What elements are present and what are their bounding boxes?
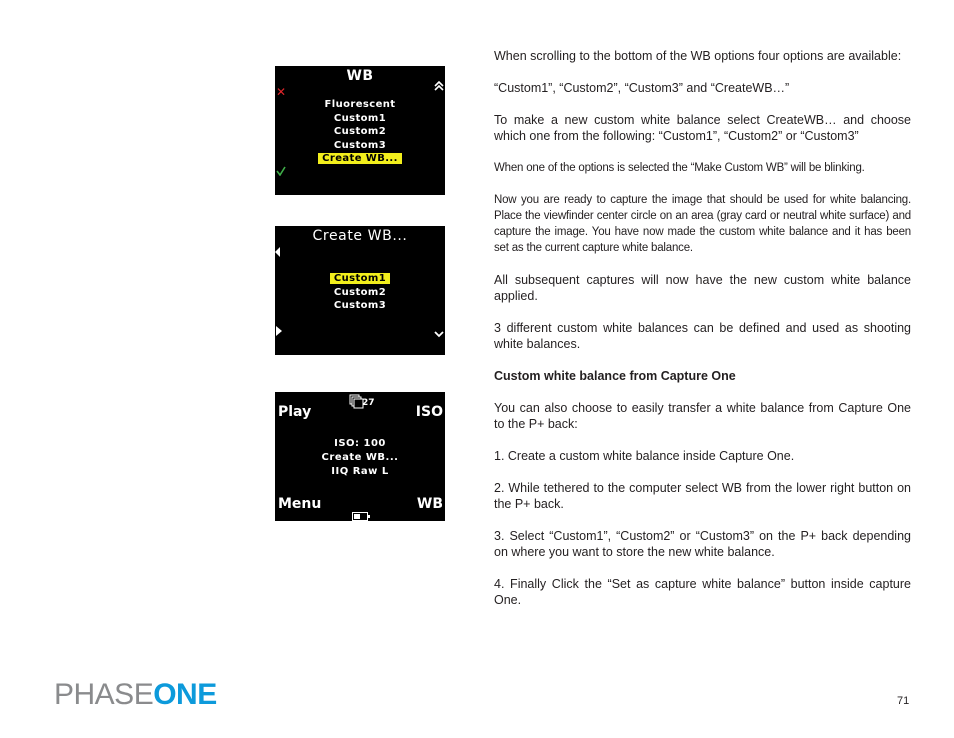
paragraph: “Custom1”, “Custom2”, “Custom3” and “CreateWB…” (494, 81, 790, 95)
wb-option-custom1[interactable]: Custom1 (333, 112, 387, 124)
file-format-value: IIQ Raw L (331, 466, 389, 477)
create-wb-title: Create WB... (312, 228, 408, 244)
wb-button[interactable]: WB (416, 496, 443, 512)
battery-icon (352, 511, 370, 523)
paragraph: You can also choose to easily transfer a white balance from Capture One to the P+ back: (494, 401, 911, 431)
custom3-option[interactable]: Custom3 (333, 300, 387, 311)
paragraph: To make a new custom white balance select CreateWB… and choose which one from the following: “Custom1”, “Custom2” or “Custom3” (494, 113, 911, 143)
logo-phase: PHASE (54, 678, 154, 711)
wb-option-create-selected[interactable] (275, 152, 445, 166)
wb-option-fluorescent[interactable]: Fluorescent (324, 99, 396, 110)
custom1-label: Custom1 (330, 273, 390, 284)
wb-option-custom3[interactable]: Custom3 (333, 139, 387, 151)
wb-menu-title: WB (346, 68, 374, 84)
main-status-screen (275, 392, 445, 521)
shots-remaining-count: 27 (362, 398, 375, 408)
chevron-left-icon (275, 247, 281, 259)
create-wb-options (275, 272, 445, 313)
paragraph: When one of the options is selected the “Make Custom WB” will be blinking. (494, 162, 865, 174)
wb-value: Create WB... (321, 452, 399, 463)
custom2-option[interactable]: Custom2 (333, 286, 387, 298)
iso-value: ISO: 100 (334, 438, 386, 449)
logo-one: ONE (153, 678, 217, 711)
chevron-right-icon (276, 326, 282, 338)
section-heading: Custom white balance from Capture One (494, 369, 736, 383)
wb-option-custom2[interactable]: Custom2 (333, 126, 387, 137)
phase-one-logo (54, 678, 217, 712)
paragraph: 3. Select “Custom1”, “Custom2” or “Custom3” on the P+ back depending on where you want to store the new white balance. (494, 529, 911, 559)
checkmark-icon (276, 166, 286, 178)
wb-options-list (275, 98, 445, 166)
paragraph: When scrolling to the bottom of the WB options four options are available: (494, 49, 902, 63)
wb-menu-screen (275, 66, 445, 195)
paragraph: All subsequent captures will now have the new custom white balance applied. (494, 273, 911, 303)
paragraph: 3 different custom white balances can be defined and used as shooting white balances. (494, 321, 911, 351)
page-number: 71 (897, 695, 910, 707)
custom1-option-selected[interactable] (275, 272, 445, 286)
body-text (494, 48, 911, 624)
wb-option-create-label: Create WB... (318, 153, 402, 164)
double-chevron-up-icon (434, 80, 444, 94)
menu-button[interactable]: Menu (278, 496, 322, 512)
status-info (275, 437, 445, 479)
play-button[interactable]: Play (278, 404, 312, 420)
paragraph: 1. Create a custom white balance inside Capture One. (494, 449, 795, 463)
create-wb-screen (275, 226, 445, 355)
iso-button[interactable]: ISO (415, 404, 443, 420)
paragraph: 4. Finally Click the “Set as capture white balance” button inside capture One. (494, 577, 911, 607)
paragraph: 2. While tethered to the computer select WB from the lower right button on the P+ back. (494, 481, 911, 511)
chevron-down-icon (434, 328, 444, 340)
x-icon: ✕ (276, 85, 287, 99)
paragraph: Now you are ready to capture the image that should be used for white balancing. Place the viewfinder center circle on an area (gray card or neutral white surface) and capture the image. You have now made the custom white balance and it has been set as the current capture white balance. (494, 194, 911, 254)
